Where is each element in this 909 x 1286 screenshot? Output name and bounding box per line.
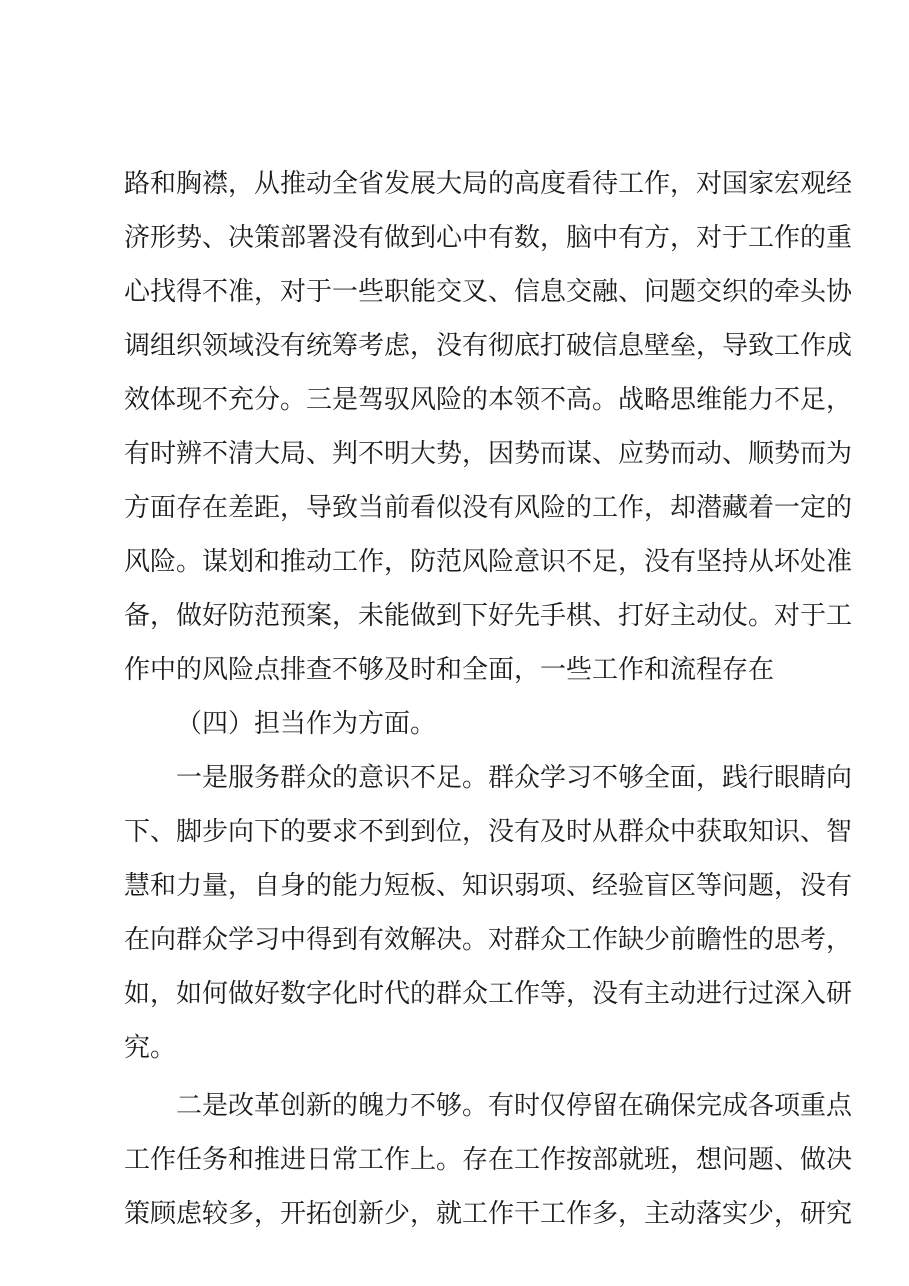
text-line: 济形势、决策部署没有做到心中有数，脑中有方，对于工作的重 xyxy=(124,223,853,253)
text-line: 心找得不准，对于一些职能交叉、信息交融、问题交织的牵头协 xyxy=(124,277,853,307)
text-line: 究。 xyxy=(124,1033,177,1063)
text-line: 效体现不充分。三是驾驭风险的本领不高。战略思维能力不足， xyxy=(124,385,853,415)
text-line: 有时辨不清大局、判不明大势，因势而谋、应势而动、顺势而为 xyxy=(124,439,853,469)
text-line: 工作任务和推进日常工作上。存在工作按部就班，想问题、做决 xyxy=(124,1145,853,1175)
text-line: 策顾虑较多，开拓创新少，就工作干工作多，主动落实少，研究 xyxy=(124,1199,853,1229)
text-line: 下、脚步向下的要求不到到位，没有及时从群众中获取知识、智 xyxy=(124,817,853,847)
text-line: 作中的风险点排查不够及时和全面，一些工作和流程存在 xyxy=(124,655,775,685)
text-line: 在向群众学习中得到有效解决。对群众工作缺少前瞻性的思考， xyxy=(124,925,853,955)
text-line: 如，如何做好数字化时代的群众工作等，没有主动进行过深入研 xyxy=(124,979,853,1009)
text-line: 风险。谋划和推动工作，防范风险意识不足，没有坚持从坏处准 xyxy=(124,547,853,577)
section-heading: （四）担当作为方面。 xyxy=(176,709,437,739)
text-line: 慧和力量，自身的能力短板、知识弱项、经验盲区等问题，没有 xyxy=(124,871,853,901)
paragraph-first-line: 一是服务群众的意识不足。群众学习不够全面，践行眼睛向 xyxy=(176,763,853,793)
text-line: 方面存在差距，导致当前看似没有风险的工作，却潜藏着一定的 xyxy=(124,493,853,523)
text-line: 备，做好防范预案，未能做到下好先手棋、打好主动仗。对于工 xyxy=(124,601,853,631)
text-line: 调组织领域没有统筹考虑，没有彻底打破信息壁垒，导致工作成 xyxy=(124,331,853,361)
text-line: 路和胸襟，从推动全省发展大局的高度看待工作，对国家宏观经 xyxy=(124,169,853,199)
paragraph-first-line: 二是改革创新的魄力不够。有时仅停留在确保完成各项重点 xyxy=(176,1091,853,1121)
